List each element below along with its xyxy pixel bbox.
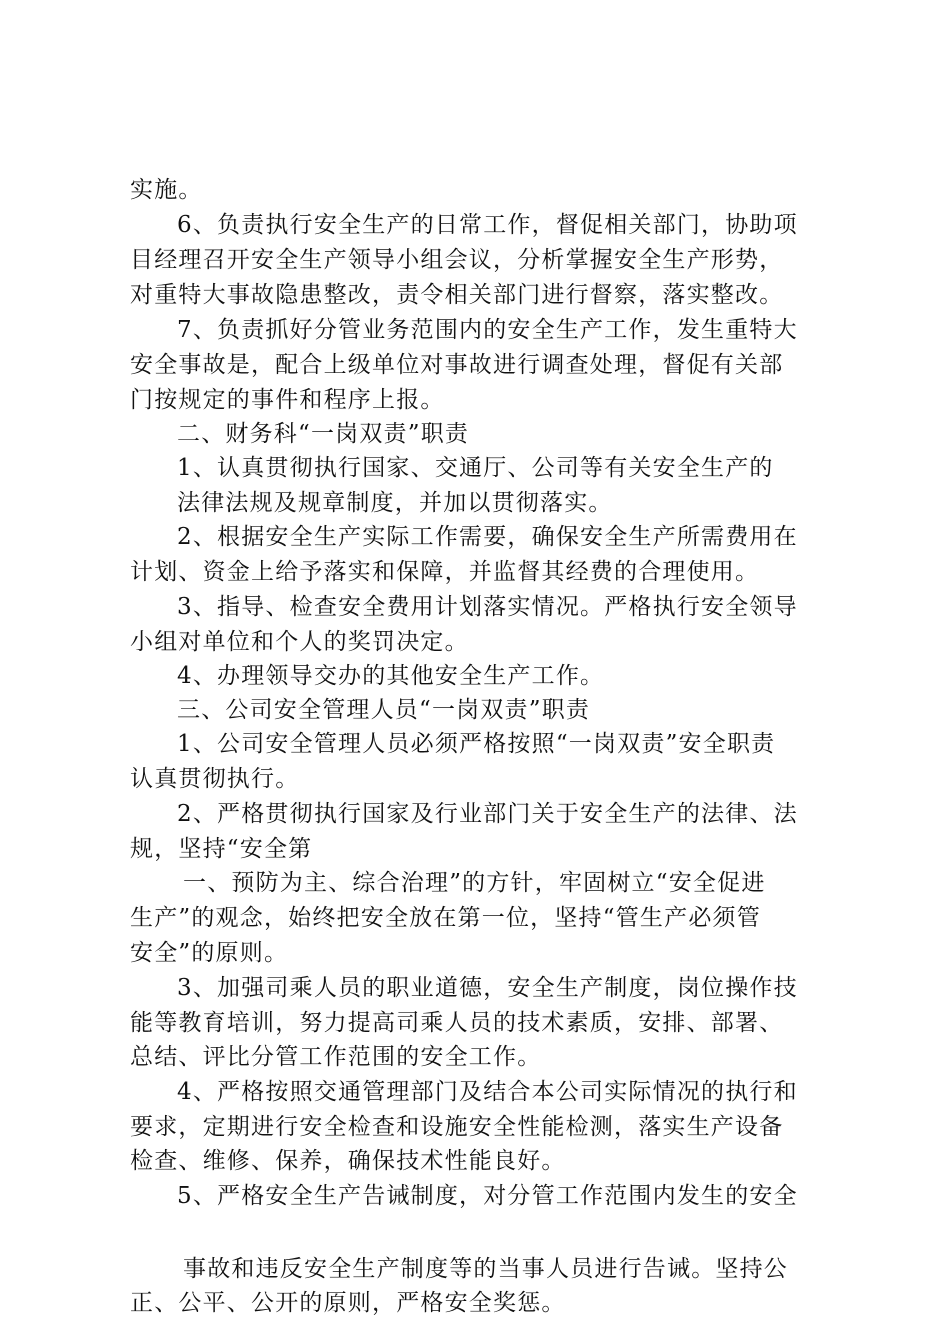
text-line: 6、负责执行安全生产的日常工作，督促相关部门，协助项 <box>177 212 798 238</box>
text-line: 4、严格按照交通管理部门及结合本公司实际情况的执行和 <box>177 1079 798 1105</box>
text-line: 1、公司安全管理人员必须严格按照“一岗双责”安全职责 <box>177 731 776 757</box>
text-line: 事故和违反安全生产制度等的当事人员进行告诫。坚持公 <box>183 1256 788 1282</box>
text-line: 总结、评比分管工作范围的安全工作。 <box>130 1044 542 1070</box>
text-line: 能等教育培训，努力提高司乘人员的技术素质，安排、部署、 <box>130 1010 784 1036</box>
text-line: 目经理召开安全生产领导小组会议，分析掌握安全生产形势， <box>130 247 784 273</box>
text-line: 计划、资金上给予落实和保障，并监督其经费的合理使用。 <box>130 559 760 585</box>
text-line: 认真贯彻执行。 <box>130 766 300 792</box>
text-line: 要求，定期进行安全检查和设施安全性能检测，落实生产设备 <box>130 1114 784 1140</box>
text-line: 安全事故是，配合上级单位对事故进行调查处理，督促有关部 <box>130 352 784 378</box>
text-line: 4、办理领导交办的其他安全生产工作。 <box>177 663 605 689</box>
section-heading: 二、财务科“一岗双责”职责 <box>177 421 470 447</box>
text-line: 2、严格贯彻执行国家及行业部门关于安全生产的法律、法 <box>177 801 798 827</box>
text-line: 3、加强司乘人员的职业道德，安全生产制度，岗位操作技 <box>177 975 798 1001</box>
text-line: 一、预防为主、综合治理”的方针，牢固树立“安全促进 <box>183 870 766 896</box>
text-line: 安全”的原则。 <box>130 940 289 966</box>
text-line: 7、负责抓好分管业务范围内的安全生产工作，发生重特大 <box>177 317 798 343</box>
text-line: 3、指导、检查安全费用计划落实情况。严格执行安全领导 <box>177 594 798 620</box>
text-line: 小组对单位和个人的奖罚决定。 <box>130 629 469 655</box>
text-line: 1、认真贯彻执行国家、交通厅、公司等有关安全生产的 <box>177 455 774 481</box>
text-line: 规，坚持“安全第 <box>130 836 313 862</box>
text-line: 法律法规及规章制度，并加以贯彻落实。 <box>177 490 613 516</box>
text-line: 2、根据安全生产实际工作需要，确保安全生产所需费用在 <box>177 524 798 550</box>
text-line: 实施。 <box>130 177 203 203</box>
section-heading: 三、公司安全管理人员“一岗双责”职责 <box>177 697 591 723</box>
text-line: 生产”的观念，始终把安全放在第一位，坚持“管生产必须管 <box>130 905 761 931</box>
text-line: 5、严格安全生产告诫制度，对分管工作范围内发生的安全 <box>177 1183 798 1209</box>
text-line: 对重特大事故隐患整改，责令相关部门进行督察，落实整改。 <box>130 282 784 308</box>
text-line: 检查、维修、保养，确保技术性能良好。 <box>130 1148 566 1174</box>
text-line: 门按规定的事件和程序上报。 <box>130 387 445 413</box>
text-line: 正、公平、公开的原则，严格安全奖惩。 <box>130 1290 566 1316</box>
